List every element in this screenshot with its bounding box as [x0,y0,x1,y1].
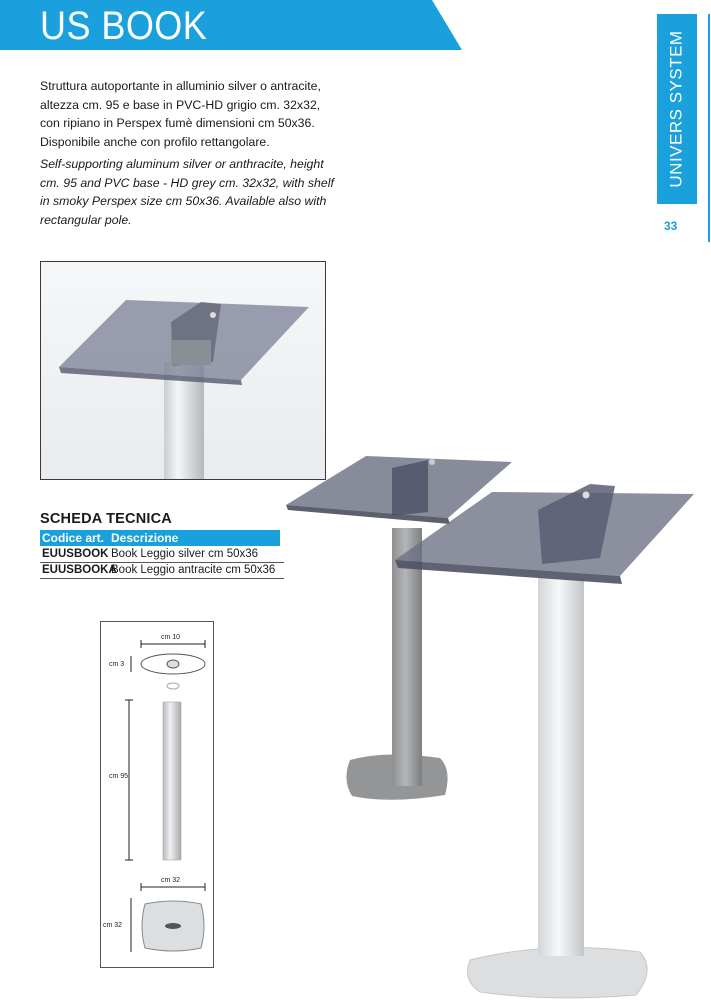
technical-drawing [100,621,214,968]
page-title: US BOOK [40,4,208,48]
description-english: Self-supporting aluminum silver or anthracite, height cm. 95 and PVC base - HD grey cm. 32x32, with shelf in smoky Perspex size cm 50x36. Available also with rectangular pole. [40,157,334,227]
table-row-code: EUUSBOOKA [42,564,117,576]
description-italian: Struttura autoportante in alluminio silver o antracite, altezza cm. 95 e base in PVC-HD grigio cm. 32x32, con ripiano in Perspex fumè dimensioni cm 50x36. Disponibile anche con profilo rettangolare. [40,79,321,149]
column-header-code: Codice art. [42,531,105,545]
table-row-code: EUUSBOOK [42,548,109,560]
dimension-drawing [101,622,213,967]
page-edge-rule [708,14,710,242]
tech-sheet-title: SCHEDA TECNICA [40,511,172,527]
dim-pole-height: cm 95 [109,773,129,780]
dim-top-height: cm 3 [109,661,125,668]
column-header-description: Descrizione [111,531,179,545]
lecterns-product-image [280,440,710,1000]
dim-base-depth: cm 32 [103,922,123,929]
dim-top-width: cm 10 [161,634,181,641]
section-tab-label: UNIVERS SYSTEM [667,30,687,188]
dim-base-width: cm 32 [161,877,181,884]
table-row-description: Book Leggio antracite cm 50x36 [111,564,276,576]
table-row-description: Book Leggio silver cm 50x36 [111,548,259,560]
page-number: 33 [664,219,678,233]
row-divider [40,578,284,579]
section-tab-label-wrap [657,14,697,204]
